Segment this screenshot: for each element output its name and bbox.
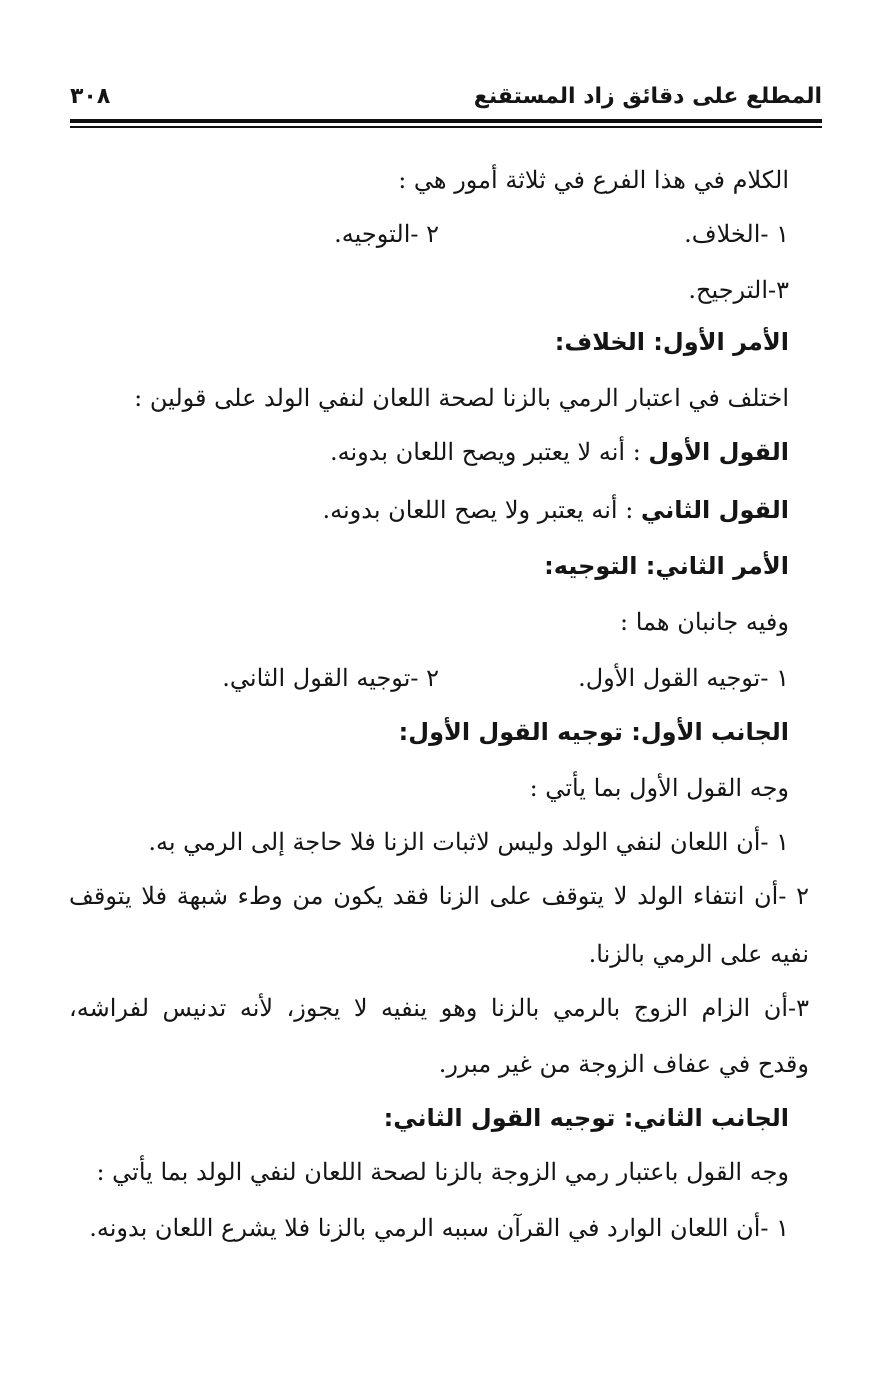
- qawl2-line: [322, 492, 789, 528]
- book-title: المطلع على دقائق زاد المستقنع: [473, 84, 822, 109]
- qawl2-text: : أنه يعتبر ولا يصح اللعان بدونه.: [322, 496, 634, 524]
- janiban-intro: وفيه جانبان هما :: [620, 608, 789, 636]
- page-number: ٣٠٨: [70, 84, 111, 109]
- qawl1-text: : أنه لا يعتبر ويصح اللعان بدونه.: [329, 438, 641, 466]
- khilaf-intro: اختلف في اعتبار الرمي بالزنا لصحة اللعان لنفي الولد على قولين :: [134, 384, 789, 412]
- list2-item1: ١ -توجيه القول الأول.: [578, 664, 789, 692]
- header-rule-thick: [70, 119, 822, 123]
- wajh1-item3-cont: وقدح في عفاف الزوجة من غير مبرر.: [438, 1050, 809, 1078]
- list1-item3: ٣-الترجيح.: [688, 276, 789, 304]
- wajh1-item2-cont: نفيه على الرمي بالزنا.: [588, 940, 809, 968]
- list1-item1: ١ -الخلاف.: [684, 220, 789, 248]
- wajh2-item1: ١ -أن اللعان الوارد في القرآن سببه الرمي بالزنا فلا يشرع اللعان بدونه.: [89, 1214, 789, 1242]
- running-header: [70, 84, 822, 124]
- heading-janib2: الجانب الثاني: توجيه القول الثاني:: [383, 1104, 789, 1132]
- heading-janib1: الجانب الأول: توجيه القول الأول:: [398, 718, 789, 746]
- wajh1-item2: ٢ -أن انتفاء الولد لا يتوقف على الزنا فقد يكون من وطء شبهة فلا يتوقف: [69, 882, 809, 910]
- wajh1-item1: ١ -أن اللعان لنفي الولد وليس لاثبات الزنا فلا حاجة إلى الرمي به.: [148, 828, 789, 856]
- qawl1-line: [330, 434, 789, 470]
- wajh1-intro: وجه القول الأول بما يأتي :: [529, 774, 789, 802]
- wajh1-item3: ٣-أن الزام الزوج بالرمي بالزنا وهو ينفيه لا يجوز، لأنه تدنيس لفراشه،: [69, 994, 809, 1022]
- heading-khilaf: الأمر الأول: الخلاف:: [554, 328, 789, 356]
- heading-tawjih: الأمر الثاني: التوجيه:: [544, 552, 789, 580]
- intro-line: الكلام في هذا الفرع في ثلاثة أمور هي :: [398, 166, 789, 194]
- header-rule-thin: [70, 126, 822, 128]
- list2-item2: ٢ -توجيه القول الثاني.: [222, 664, 439, 692]
- qawl1-label: القول الأول: [648, 438, 789, 466]
- qawl2-label: القول الثاني: [640, 496, 789, 524]
- wajh2-intro: وجه القول باعتبار رمي الزوجة بالزنا لصحة اللعان لنفي الولد بما يأتي :: [96, 1158, 789, 1186]
- list1-item2: ٢ -التوجيه.: [334, 220, 439, 248]
